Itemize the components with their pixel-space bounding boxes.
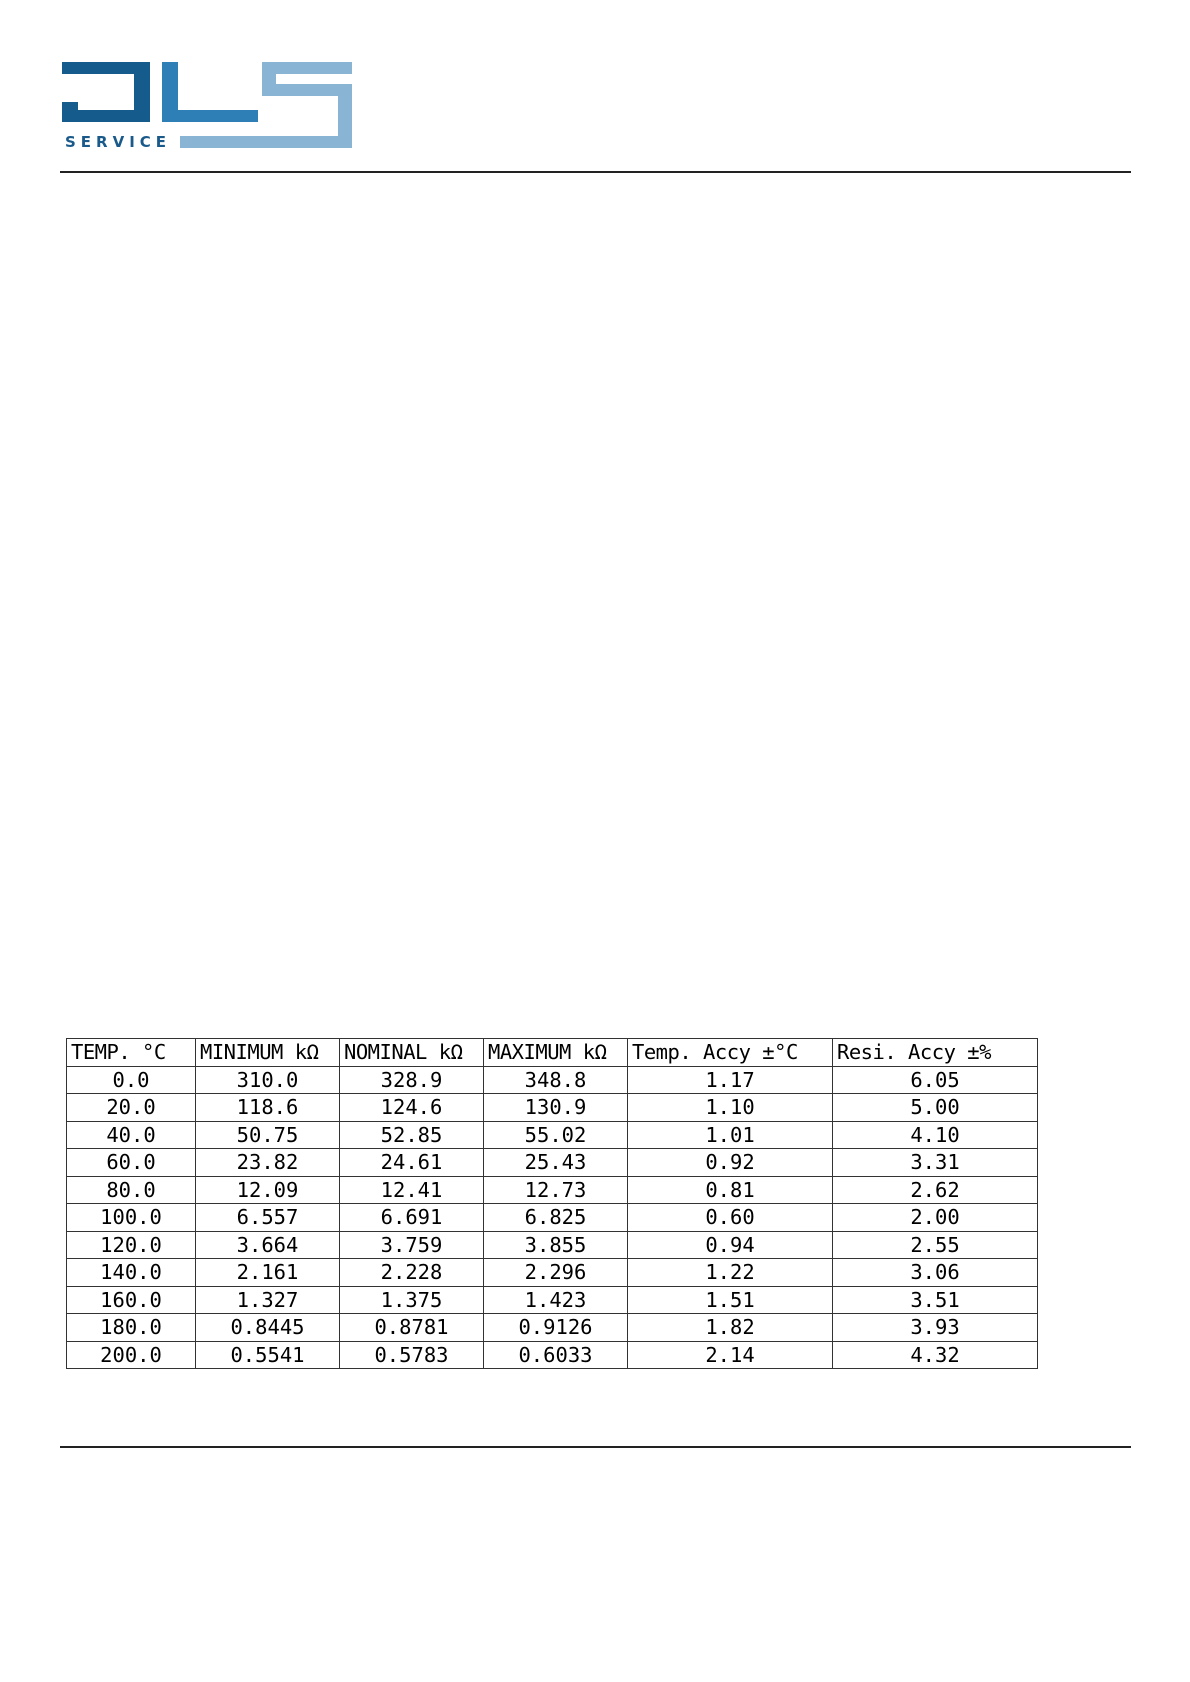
cell-maximum: 348.8 [484,1066,628,1094]
cell-nominal: 6.691 [340,1204,484,1232]
table-row [67,1121,1038,1149]
cell-maximum: 55.02 [484,1121,628,1149]
cell-maximum: 2.296 [484,1259,628,1287]
table-body [67,1066,1038,1369]
thermistor-resistance-table [66,1038,1038,1369]
cell-temp-accuracy: 1.82 [628,1314,833,1342]
cell-maximum: 25.43 [484,1149,628,1177]
table-row [67,1094,1038,1122]
table-row [67,1231,1038,1259]
table-row [67,1314,1038,1342]
cell-nominal: 2.228 [340,1259,484,1287]
cell-minimum: 2.161 [196,1259,340,1287]
cell-maximum: 12.73 [484,1176,628,1204]
cell-temp: 200.0 [67,1341,196,1369]
cell-minimum: 6.557 [196,1204,340,1232]
cell-resistance-accuracy: 2.00 [833,1204,1038,1232]
cell-resistance-accuracy: 3.06 [833,1259,1038,1287]
cell-maximum: 130.9 [484,1094,628,1122]
cell-minimum: 50.75 [196,1121,340,1149]
cell-resistance-accuracy: 3.51 [833,1286,1038,1314]
cell-temp: 0.0 [67,1066,196,1094]
cell-minimum: 23.82 [196,1149,340,1177]
cell-temp: 60.0 [67,1149,196,1177]
cell-minimum: 0.5541 [196,1341,340,1369]
table-row [67,1204,1038,1232]
column-header-nominal: NOMINAL kΩ [340,1039,484,1067]
table-row [67,1176,1038,1204]
logo-subtext: SERVICE [65,133,172,151]
cell-temp-accuracy: 0.81 [628,1176,833,1204]
cell-resistance-accuracy: 4.10 [833,1121,1038,1149]
company-logo [62,62,382,158]
cell-temp: 140.0 [67,1259,196,1287]
cell-maximum: 0.6033 [484,1341,628,1369]
table-row [67,1149,1038,1177]
cell-temp-accuracy: 1.22 [628,1259,833,1287]
cell-minimum: 310.0 [196,1066,340,1094]
cell-resistance-accuracy: 3.93 [833,1314,1038,1342]
column-header-resistance-accuracy: Resi. Accy ±% [833,1039,1038,1067]
cell-nominal: 1.375 [340,1286,484,1314]
cell-resistance-accuracy: 4.32 [833,1341,1038,1369]
cell-nominal: 52.85 [340,1121,484,1149]
cell-temp-accuracy: 1.01 [628,1121,833,1149]
column-header-temp-accuracy: Temp. Accy ±°C [628,1039,833,1067]
cell-nominal: 24.61 [340,1149,484,1177]
table-row [67,1286,1038,1314]
table-row [67,1259,1038,1287]
header-divider [60,171,1131,173]
cell-maximum: 3.855 [484,1231,628,1259]
column-header-minimum: MINIMUM kΩ [196,1039,340,1067]
cell-temp: 120.0 [67,1231,196,1259]
cell-temp-accuracy: 0.94 [628,1231,833,1259]
column-header-maximum: MAXIMUM kΩ [484,1039,628,1067]
cell-temp-accuracy: 0.60 [628,1204,833,1232]
cell-temp: 160.0 [67,1286,196,1314]
cell-minimum: 3.664 [196,1231,340,1259]
cell-nominal: 328.9 [340,1066,484,1094]
cell-temp-accuracy: 1.17 [628,1066,833,1094]
cell-resistance-accuracy: 6.05 [833,1066,1038,1094]
cell-minimum: 118.6 [196,1094,340,1122]
cell-temp: 20.0 [67,1094,196,1122]
cell-resistance-accuracy: 2.62 [833,1176,1038,1204]
cell-maximum: 6.825 [484,1204,628,1232]
cell-nominal: 0.8781 [340,1314,484,1342]
cell-resistance-accuracy: 5.00 [833,1094,1038,1122]
cell-temp-accuracy: 2.14 [628,1341,833,1369]
cell-maximum: 1.423 [484,1286,628,1314]
cell-nominal: 124.6 [340,1094,484,1122]
cell-resistance-accuracy: 3.31 [833,1149,1038,1177]
cell-nominal: 3.759 [340,1231,484,1259]
table-header-row [67,1039,1038,1067]
cell-resistance-accuracy: 2.55 [833,1231,1038,1259]
cell-minimum: 12.09 [196,1176,340,1204]
cell-maximum: 0.9126 [484,1314,628,1342]
cell-temp: 80.0 [67,1176,196,1204]
cell-minimum: 1.327 [196,1286,340,1314]
column-header-temp: TEMP. °C [67,1039,196,1067]
table-row [67,1066,1038,1094]
cell-temp-accuracy: 1.51 [628,1286,833,1314]
cell-temp: 100.0 [67,1204,196,1232]
cell-temp: 40.0 [67,1121,196,1149]
cell-nominal: 0.5783 [340,1341,484,1369]
table-row [67,1341,1038,1369]
cell-nominal: 12.41 [340,1176,484,1204]
cell-temp-accuracy: 0.92 [628,1149,833,1177]
cell-temp-accuracy: 1.10 [628,1094,833,1122]
footer-divider [60,1446,1131,1448]
cell-minimum: 0.8445 [196,1314,340,1342]
cell-temp: 180.0 [67,1314,196,1342]
